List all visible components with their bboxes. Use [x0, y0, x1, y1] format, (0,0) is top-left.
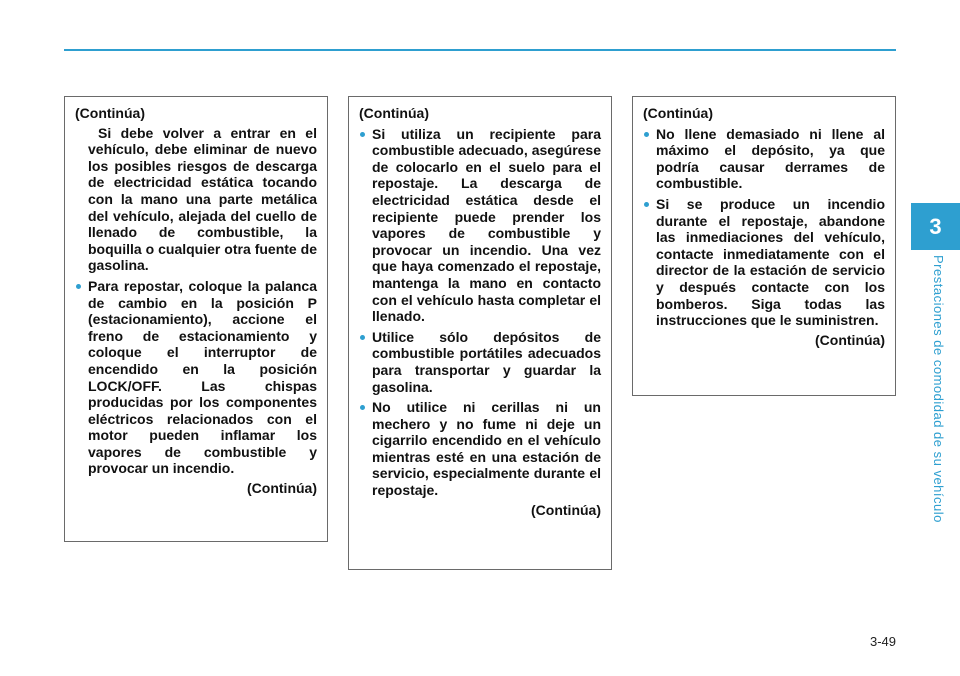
- chapter-tab: [911, 203, 960, 250]
- warning-bullet-item: Si utiliza un recipiente para combustible adecuado, asegúrese de colocarlo en el suelo para el repostaje. La descarga de electricidad estática desde el recipiente puede prender los vapores de combustible y provocar un incendio. Una vez que haya comenzado el repostaje, mantenga la mano en contacto con el vehículo hasta completar el llenado.: [359, 126, 601, 325]
- continued-footer: (Continúa): [531, 501, 601, 518]
- warning-bullet-item: No utilice ni cerillas ni un mechero y no fume ni deje un cigarrilo encendido en el vehículo mientras esté en una estación de servicio, especialmente durante el repostaje.: [359, 399, 601, 499]
- warning-bullet-item: Para repostar, coloque la palanca de cambio en la posición P (estacionamiento), accione el freno de estacionamiento y coloque el interruptor de encendido en la posición LOCK/OFF. Las chispas producidas por los componentes eléctricos relacionados con el motor pueden inflamar los vapores de combustible y provocar un incendio.: [75, 278, 317, 477]
- continued-heading: (Continúa): [643, 105, 713, 121]
- header-rule: [64, 49, 896, 51]
- continued-heading: (Continúa): [75, 105, 145, 121]
- warning-bullet-item: Utilice sólo depósitos de combustible portátiles adecuados para transportar y guardar la gasolina.: [359, 329, 601, 395]
- chapter-number: 3: [929, 213, 942, 239]
- continued-footer: (Continúa): [815, 331, 885, 348]
- page-number: 3-49: [869, 634, 896, 649]
- warning-box-1: [64, 96, 328, 542]
- warning-box-2: [348, 96, 612, 570]
- chapter-title: Prestaciones de comodidad de su vehículo: [931, 255, 946, 523]
- warning-box-3: [632, 96, 896, 396]
- warning-bullet-item: Si se produce un incendio durante el repostaje, abandone las inmediaciones del vehículo, contacte inmediatamente con el director de la estación de servicio y después contacte con los bomberos. Siga todas las instrucciones que le suministren.: [643, 196, 885, 329]
- continued-heading: (Continúa): [359, 105, 429, 121]
- warning-paragraph: Si debe volver a entrar en el vehículo, debe eliminar de nuevo los posibles riesgos de descarga de electricidad estática tocando con la mano una parte metálica del vehículo, alejada del cuello de llenado de combustible, la boquilla o cualquier otra fuente de gasolina.: [88, 124, 317, 274]
- warning-bullet-item: No llene demasiado ni llene al máximo el depósito, ya que podría causar derrames de combustible.: [643, 126, 885, 192]
- continued-footer: (Continúa): [247, 480, 317, 497]
